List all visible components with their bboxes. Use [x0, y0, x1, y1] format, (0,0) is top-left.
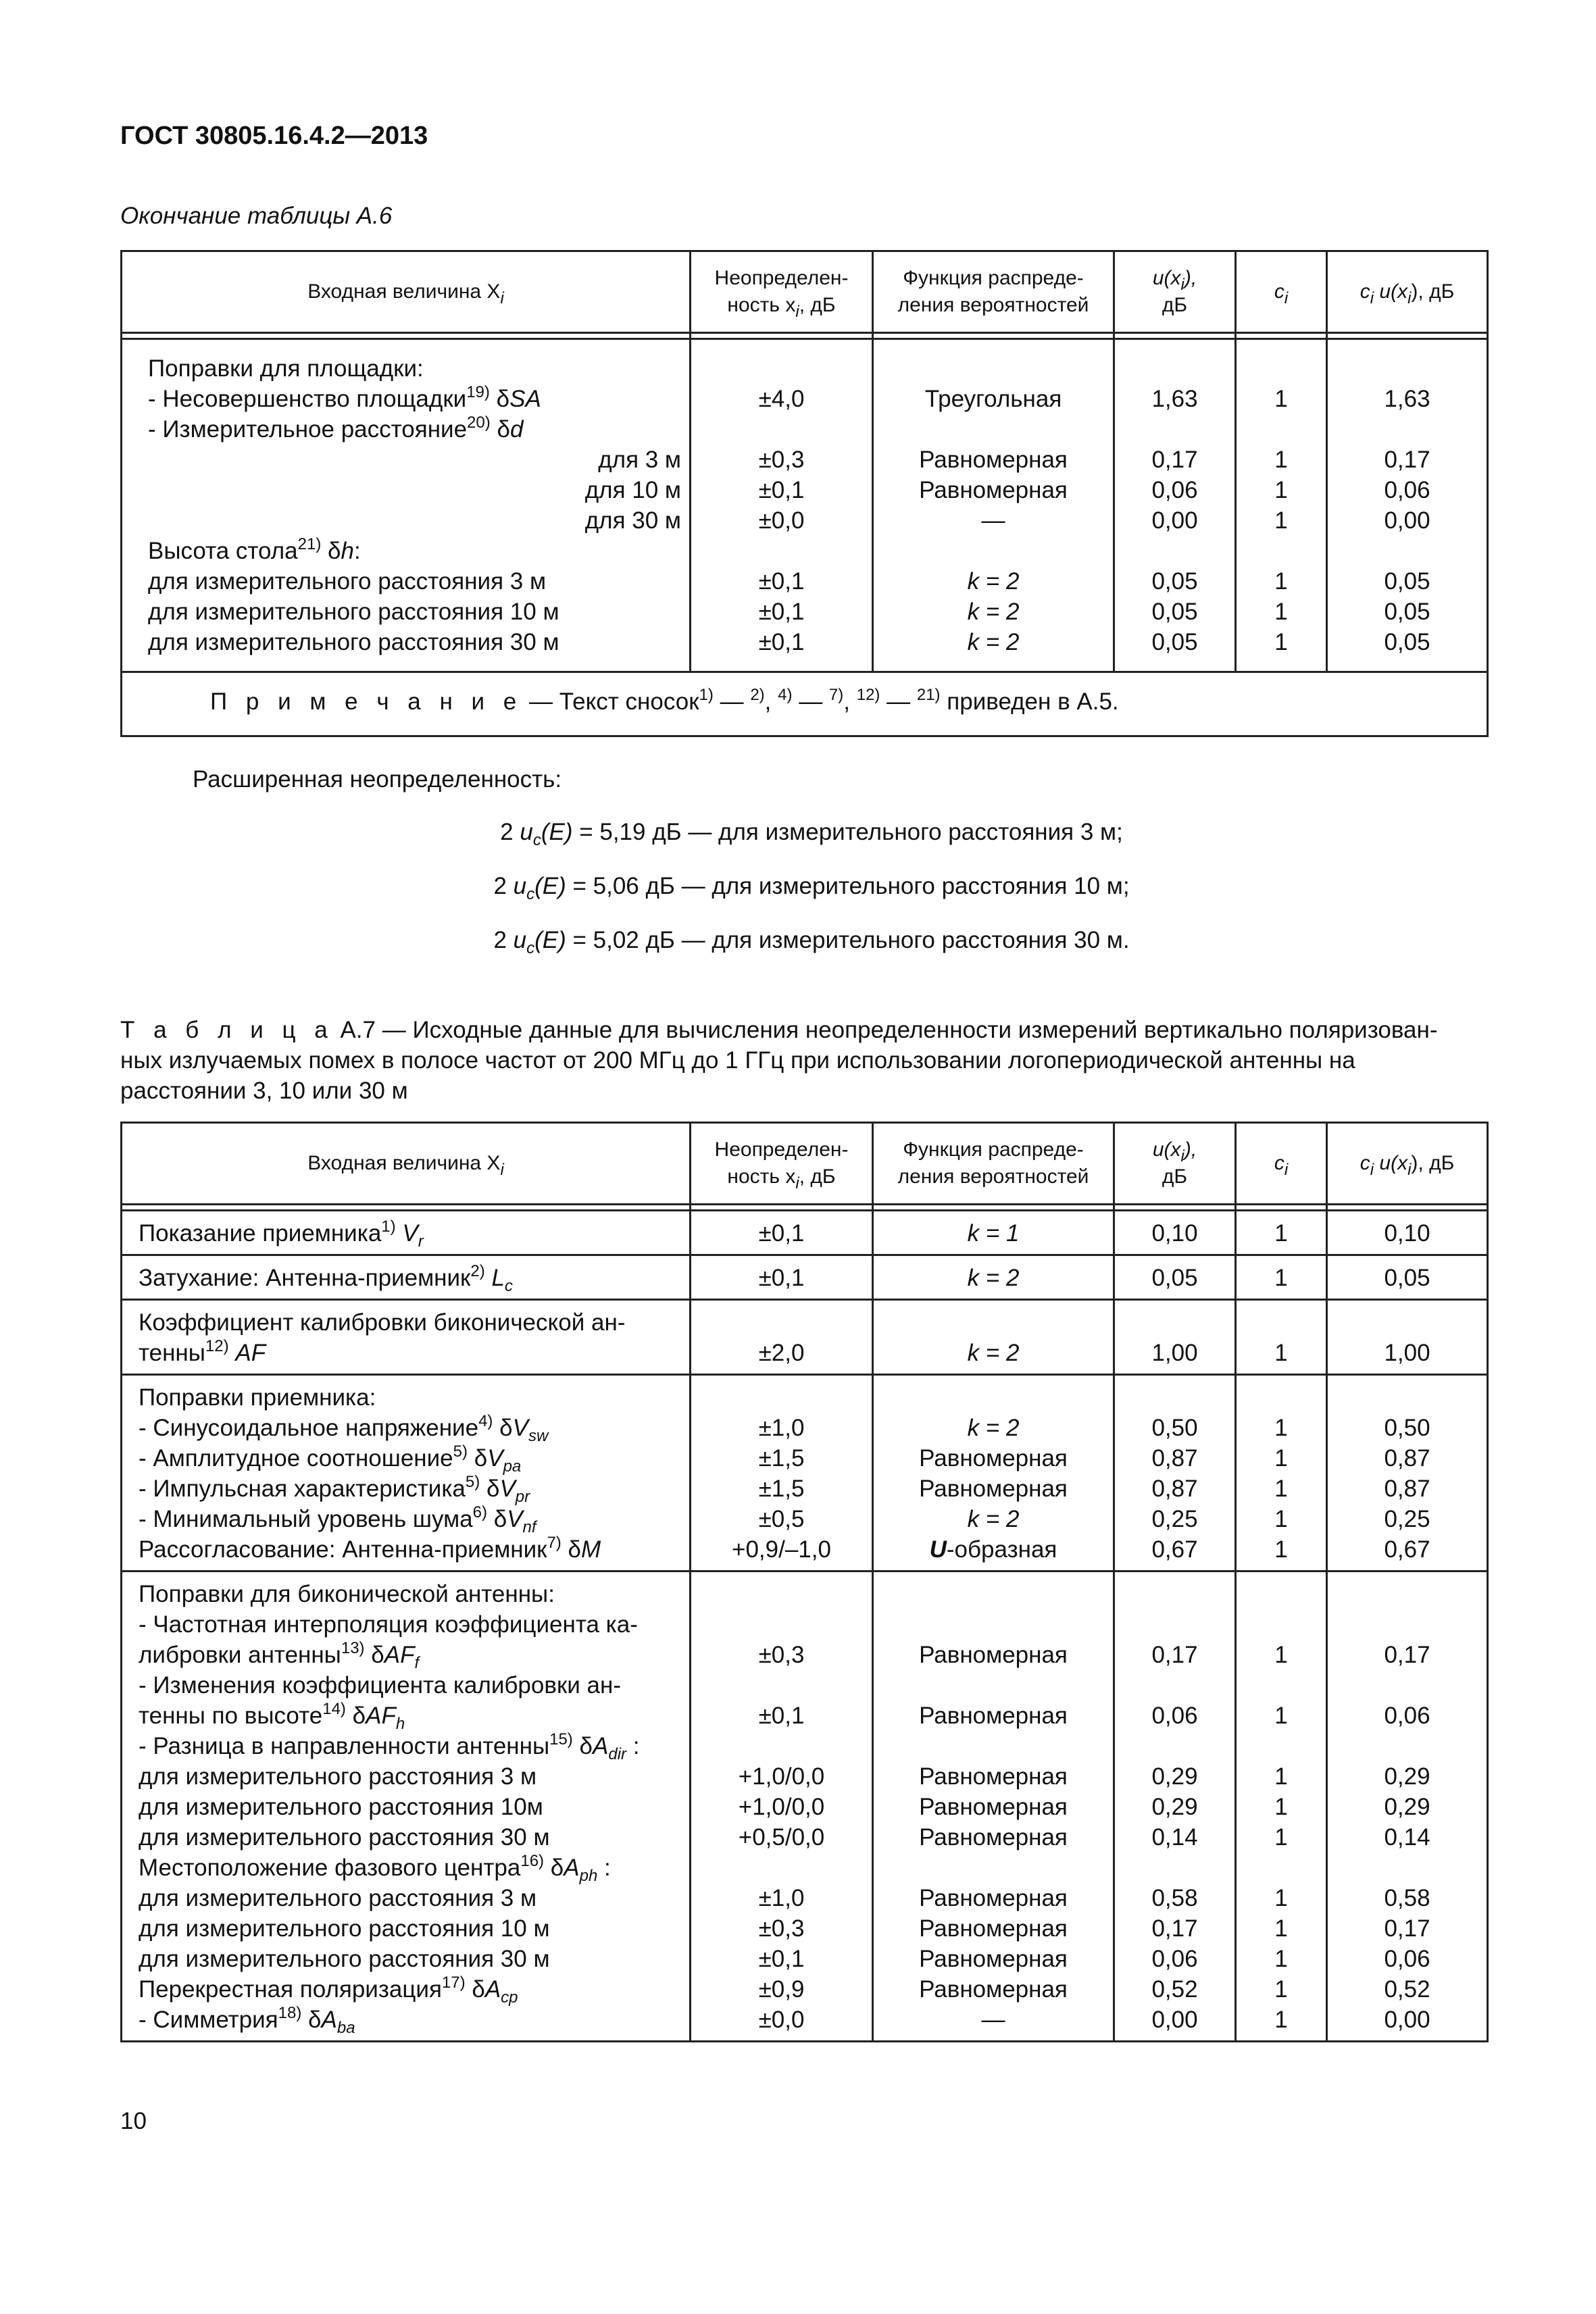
row-unc: ±0,1 [758, 1265, 805, 1291]
table-a7-title: Т а б л и ц а А.7 — Исходные данные для вычисления неопределенности измерений вертикально поляризован- ных излучаемых помех в полосе частот от 200 МГц до 1 ГГц при использовании логопериодической антенны на расстоянии 3, 10 или 30 м [120, 1017, 1438, 1104]
row-dist [874, 1670, 1113, 1701]
col-cu-header: $c_i$ $u(x_i)$, дБ [1327, 251, 1488, 333]
row-cu: 0,87 [1384, 1445, 1430, 1472]
row-unc: ±1,0 [758, 1415, 805, 1441]
col-c-header: $c_i$ [1236, 251, 1327, 333]
row-u: 0,10 [1151, 1220, 1198, 1247]
table-a7-group [122, 1571, 1488, 2042]
row-dist: Равномерная [919, 1946, 1068, 1972]
row-label: Поправки для площадки: [148, 355, 424, 382]
row-u: 0,87 [1151, 1445, 1198, 1472]
row-u: 0,25 [1151, 1506, 1198, 1532]
row-c: 1 [1274, 1536, 1288, 1563]
row-c: 1 [1274, 1265, 1288, 1291]
row-dist: Равномерная [919, 1763, 1068, 1790]
row-label: Поправки приемника: [139, 1384, 376, 1411]
row-label: - Изменения коэффициента калибровки ан- [139, 1672, 621, 1699]
row-c [1237, 1382, 1326, 1413]
row-dist: Равномерная [919, 477, 1068, 503]
row-unc: ±0,1 [758, 599, 805, 625]
row-u: 0,17 [1151, 1642, 1198, 1668]
row-unc: ±0,5 [758, 1506, 805, 1532]
row-label: Местоположение фазового центра$^{16)}$ $\delta A_{ph}$ : [139, 1852, 611, 1885]
row-dist: k = 2 [967, 1415, 1020, 1441]
row-dist: Равномерная [919, 1824, 1068, 1851]
row-unc [691, 536, 872, 566]
row-cu [1328, 1579, 1487, 1609]
row-label: для измерительного расстояния 30 м [139, 1824, 550, 1851]
table-a6 [120, 250, 1489, 737]
row-cu [1328, 414, 1487, 445]
row-c [1237, 353, 1326, 384]
row-label: Показание приемника$^{1)}$ $V_r$ [139, 1217, 424, 1251]
col-input-header: Входная величина $X_i$ [122, 1123, 691, 1205]
row-unc [691, 1731, 872, 1761]
row-unc: ±0,1 [758, 1703, 805, 1729]
row-u: 0,58 [1151, 1885, 1198, 1911]
row-label: Перекрестная поляризация$^{17)}$ $\delta A_{cp}$ [139, 1973, 518, 2007]
row-u [1115, 353, 1235, 384]
row-unc: +1,0/0,0 [738, 1763, 825, 1790]
row-label: - Импульсная характеристика$^{5)}$ $\delta V_{pr}$ [139, 1473, 530, 1506]
row-u: 0,00 [1151, 2007, 1198, 2033]
row-label: для измерительного расстояния 10 м [148, 599, 559, 625]
row-dist: Равномерная [919, 447, 1068, 473]
row-dist: Равномерная [919, 1703, 1068, 1729]
row-label: для измерительного расстояния 10 м [139, 1915, 550, 1942]
row-u: 0,05 [1151, 1265, 1198, 1291]
col-cu-header: $c_i$ $u(x_i)$, дБ [1327, 1123, 1488, 1205]
row-u: 1,00 [1151, 1340, 1198, 1366]
row-dist: k = 2 [967, 568, 1020, 595]
row-dist: k = 1 [967, 1220, 1020, 1247]
col-uncertainty-header: Неопределен- ность $x_i$, дБ [691, 251, 873, 333]
expanded-uncertainty-title: Расширенная неопределенность: [193, 766, 562, 793]
row-label: для измерительного расстояния 3 м [139, 1885, 537, 1911]
col-distribution-header: Функция распреде- ления вероятностей [873, 1123, 1114, 1205]
table-a7 [120, 1122, 1489, 2042]
row-unc: ±4,0 [758, 386, 805, 412]
row-unc: ±2,0 [758, 1340, 805, 1366]
row-unc: ±0,1 [758, 629, 805, 655]
row-c: 1 [1274, 507, 1288, 534]
row-c: 1 [1274, 1824, 1288, 1851]
row-u: 0,05 [1151, 599, 1198, 625]
row-cu: 0,05 [1384, 1265, 1430, 1291]
row-label: тенны по высоте$^{14)}$ δAF$_h$ [139, 1700, 405, 1733]
row-cu: 0,14 [1384, 1824, 1430, 1851]
col-distribution-header: Функция распреде- ления вероятностей [873, 251, 1114, 333]
row-c: 1 [1274, 568, 1288, 595]
row-dist: U-образная [929, 1536, 1057, 1563]
row-c: 1 [1274, 1885, 1288, 1911]
row-label: - Разница в направленности антенны$^{15)}$ $\delta A_{dir}$ : [139, 1730, 640, 1763]
row-u: 0,14 [1151, 1824, 1198, 1851]
row-dist: Равномерная [919, 1915, 1068, 1942]
row-u [1115, 414, 1235, 445]
row-label: для измерительного расстояния 30 м [148, 629, 559, 655]
row-cu: 0,00 [1384, 2007, 1430, 2033]
row-cu: 1,00 [1384, 1340, 1430, 1366]
row-label: для измерительного расстояния 10м [139, 1794, 543, 1820]
row-label: Коэффициент калибровки биконической ан- [139, 1309, 626, 1336]
row-u: 0,52 [1151, 1976, 1198, 2003]
row-cu: 0,17 [1384, 447, 1430, 473]
page-number: 10 [120, 2108, 147, 2134]
row-dist: Равномерная [919, 1445, 1068, 1472]
row-cu: 0,25 [1384, 1506, 1430, 1532]
row-unc: ±0,3 [758, 1915, 805, 1942]
row-u: 0,00 [1151, 507, 1198, 534]
row-u [1115, 1307, 1235, 1338]
row-dist: — [981, 507, 1005, 534]
row-c: 1 [1274, 2007, 1288, 2033]
row-c: 1 [1274, 386, 1288, 412]
row-cu: 0,05 [1384, 599, 1430, 625]
row-label: - Несовершенство площадки$^{19)}$ δSA [148, 383, 541, 412]
row-c: 1 [1274, 1445, 1288, 1472]
row-cu: 0,05 [1384, 568, 1430, 595]
row-c [1237, 414, 1326, 445]
col-u-header: $u(x_i)$, дБ [1114, 1123, 1236, 1205]
row-label: - Синусоидальное напряжение$^{4)}$ $\delta V_{sw}$ [139, 1412, 549, 1445]
row-cu [1328, 1307, 1487, 1338]
row-dist [874, 1307, 1113, 1338]
row-dist [874, 414, 1113, 445]
row-dist [874, 353, 1113, 384]
row-cu: 0,10 [1384, 1220, 1430, 1247]
row-c: 1 [1274, 1415, 1288, 1441]
row-unc: ±0,0 [758, 2007, 805, 2033]
row-dist: — [981, 2007, 1005, 2033]
row-unc: ±0,1 [758, 477, 805, 503]
row-label: для измерительного расстояния 3 м [148, 568, 547, 595]
row-dist [874, 1731, 1113, 1761]
row-c: 1 [1274, 1946, 1288, 1972]
row-cu [1328, 536, 1487, 566]
row-c [1237, 1579, 1326, 1609]
row-dist: k = 2 [967, 1265, 1020, 1291]
table-a7-group [122, 1211, 1488, 1255]
row-unc [691, 1670, 872, 1701]
row-cu [1328, 1609, 1487, 1640]
row-cu: 0,05 [1384, 629, 1430, 655]
row-u: 0,87 [1151, 1476, 1198, 1502]
row-label: Затухание: Антенна-приемник$^{2)}$ $L_c$ [139, 1262, 513, 1295]
row-c: 1 [1274, 1220, 1288, 1247]
table-a6-note: П р и м е ч а н и е — Текст сносок$^{1)}$ — $^{2)}$, $^{4)}$ — $^{7)}$, $^{12)}$ — $^{21)}$ приведен в А.5. [122, 672, 1488, 736]
row-label: для 10 м [584, 477, 681, 503]
row-u [1115, 1731, 1235, 1761]
row-label: - Амплитудное соотношение$^{5)}$ $\delta V_{pa}$ [139, 1442, 522, 1476]
table-a7-group [122, 1375, 1488, 1571]
row-u: 1,63 [1151, 386, 1198, 412]
row-unc: +0,5/0,0 [738, 1824, 825, 1851]
row-unc: ±0,1 [758, 1220, 805, 1247]
row-unc: ±1,5 [758, 1445, 805, 1472]
row-cu: 1,63 [1384, 386, 1430, 412]
row-c: 1 [1274, 629, 1288, 655]
row-dist: Равномерная [919, 1885, 1068, 1911]
col-input-header: Входная величина $X_i$ [122, 251, 691, 333]
row-u [1115, 1382, 1235, 1413]
row-cu: 0,06 [1384, 477, 1430, 503]
row-cu: 0,29 [1384, 1794, 1430, 1820]
row-u: 0,50 [1151, 1415, 1198, 1441]
row-unc: ±0,3 [758, 1642, 805, 1668]
row-cu: 0,00 [1384, 507, 1430, 534]
row-c: 1 [1274, 1340, 1288, 1366]
row-dist: Треугольная [924, 386, 1062, 412]
col-uncertainty-header: Неопределен- ность $x_i$, дБ [691, 1123, 873, 1205]
row-cu: 0,52 [1384, 1976, 1430, 2003]
row-unc [691, 353, 872, 384]
row-unc: ±1,0 [758, 1885, 805, 1911]
row-c: 1 [1274, 1476, 1288, 1502]
row-u: 0,29 [1151, 1794, 1198, 1820]
row-cu: 0,50 [1384, 1415, 1430, 1441]
row-c [1237, 1307, 1326, 1338]
row-dist: Равномерная [919, 1976, 1068, 2003]
row-label: - Минимальный уровень шума$^{6)}$ $\delta V_{nf}$ [139, 1503, 537, 1536]
table-a6-body [122, 339, 1488, 672]
row-unc [691, 1579, 872, 1609]
row-u: 0,05 [1151, 629, 1198, 655]
row-cu: 0,06 [1384, 1946, 1430, 1972]
row-cu: 0,17 [1384, 1642, 1430, 1668]
table-a6-header-row [122, 251, 1488, 333]
row-u: 0,05 [1151, 568, 1198, 595]
row-label: для 3 м [598, 447, 681, 473]
row-dist: Равномерная [919, 1794, 1068, 1820]
row-u: 0,06 [1151, 1946, 1198, 1972]
row-dist: k = 2 [967, 599, 1020, 625]
row-u: 0,29 [1151, 1763, 1198, 1790]
row-dist [874, 1609, 1113, 1640]
row-unc: +1,0/0,0 [738, 1794, 825, 1820]
row-u: 0,06 [1151, 477, 1198, 503]
row-c: 1 [1274, 1642, 1288, 1668]
row-label: - Частотная интерполяция коэффициента ка- [139, 1611, 638, 1638]
row-c: 1 [1274, 1506, 1288, 1532]
row-label: Поправки для биконической антенны: [139, 1581, 555, 1607]
row-label: для измерительного расстояния 30 м [139, 1946, 550, 1972]
row-label: тенны$^{12)}$ AF [139, 1337, 266, 1366]
row-unc: ±1,5 [758, 1476, 805, 1502]
document-header: ГОСТ 30805.16.4.2—2013 [120, 122, 428, 150]
row-u: 0,06 [1151, 1703, 1198, 1729]
row-u: 0,17 [1151, 447, 1198, 473]
row-c: 1 [1274, 1703, 1288, 1729]
row-dist [874, 1382, 1113, 1413]
row-u [1115, 1670, 1235, 1701]
row-cu: 0,67 [1384, 1536, 1430, 1563]
row-label: - Измерительное расстояние$^{20)}$ δd [148, 413, 524, 443]
col-c-header: $c_i$ [1236, 1123, 1327, 1205]
row-c [1237, 1853, 1326, 1883]
row-cu: 0,87 [1384, 1476, 1430, 1502]
row-unc [691, 414, 872, 445]
row-unc [691, 1853, 872, 1883]
row-label: Высота стола$^{21)}$ δh: [148, 535, 361, 564]
row-cu [1328, 353, 1487, 384]
row-c: 1 [1274, 477, 1288, 503]
row-dist [874, 536, 1113, 566]
row-unc: ±0,0 [758, 507, 805, 534]
table-a7-group [122, 1255, 1488, 1300]
row-unc: ±0,1 [758, 568, 805, 595]
row-unc [691, 1382, 872, 1413]
row-c: 1 [1274, 599, 1288, 625]
row-unc: ±0,9 [758, 1976, 805, 2003]
expanded-uncertainty-lines [0, 819, 1596, 981]
expanded-line: 2 $u_c(E) = 5,02$ дБ — для измерительного расстояния 30 м. [493, 927, 1130, 957]
expanded-line: 2 $u_c(E) = 5,19$ дБ — для измерительного расстояния 3 м; [500, 819, 1123, 849]
row-cu [1328, 1382, 1487, 1413]
row-cu [1328, 1670, 1487, 1701]
row-cu: 0,06 [1384, 1703, 1430, 1729]
row-u [1115, 1579, 1235, 1609]
expanded-line: 2 $u_c(E) = 5,06$ дБ — для измерительного расстояния 10 м; [493, 873, 1130, 903]
row-dist: k = 2 [967, 1340, 1020, 1366]
row-unc [691, 1609, 872, 1640]
row-dist: k = 2 [967, 629, 1020, 655]
col-u-header: $u(x_i)$, дБ [1114, 251, 1236, 333]
row-cu [1328, 1731, 1487, 1761]
row-unc [691, 1307, 872, 1338]
row-u: 0,17 [1151, 1915, 1198, 1942]
table-a7-header-row [122, 1123, 1488, 1205]
row-unc: ±0,1 [758, 1946, 805, 1972]
row-dist: Равномерная [919, 1642, 1068, 1668]
row-u [1115, 536, 1235, 566]
row-label: для 30 м [584, 507, 681, 534]
row-c: 1 [1274, 447, 1288, 473]
table-a7-group [122, 1300, 1488, 1375]
row-dist: k = 2 [967, 1506, 1020, 1532]
row-label: Рассогласование: Антенна-приемник$^{7)}$ δM [139, 1534, 601, 1563]
row-c [1237, 536, 1326, 566]
row-label: - Симметрия$^{18)}$ $\delta A_{ba}$ [139, 2004, 355, 2037]
row-c: 1 [1274, 1915, 1288, 1942]
row-c: 1 [1274, 1763, 1288, 1790]
row-cu: 0,17 [1384, 1915, 1430, 1942]
row-dist [874, 1853, 1113, 1883]
row-c [1237, 1731, 1326, 1761]
row-c [1237, 1670, 1326, 1701]
row-u: 0,67 [1151, 1536, 1198, 1563]
row-cu: 0,29 [1384, 1763, 1430, 1790]
row-dist [874, 1579, 1113, 1609]
row-u [1115, 1609, 1235, 1640]
row-unc: ±0,3 [758, 447, 805, 473]
row-label: либровки антенны$^{13)}$ δAF$_f$ [139, 1639, 420, 1672]
row-unc: +0,9/–1,0 [732, 1536, 831, 1563]
row-dist: Равномерная [919, 1476, 1068, 1502]
row-u [1115, 1853, 1235, 1883]
row-c [1237, 1609, 1326, 1640]
row-c: 1 [1274, 1794, 1288, 1820]
table-a6-caption: Окончание таблицы А.6 [120, 203, 393, 229]
row-cu [1328, 1853, 1487, 1883]
row-label: для измерительного расстояния 3 м [139, 1763, 537, 1790]
row-c: 1 [1274, 1976, 1288, 2003]
row-cu: 0,58 [1384, 1885, 1430, 1911]
